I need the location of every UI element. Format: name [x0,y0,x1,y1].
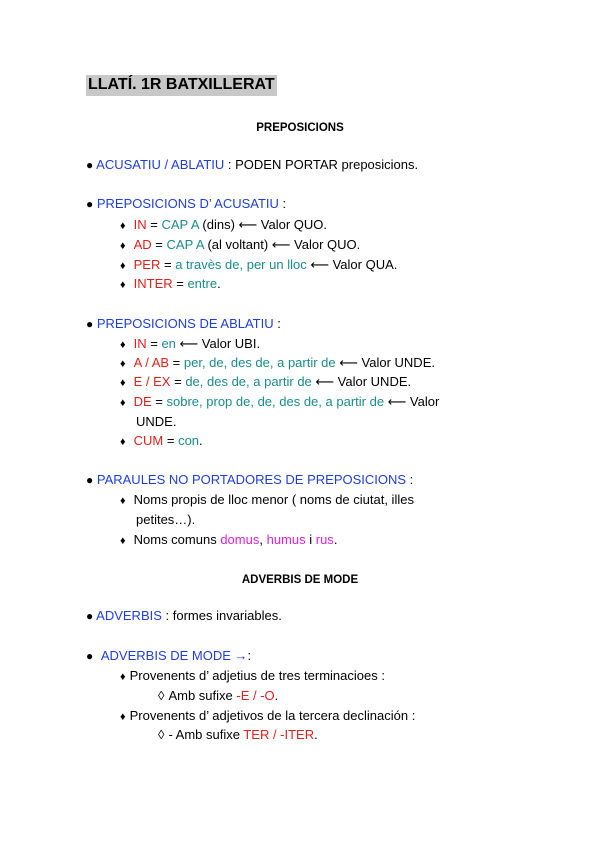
list-item [120,276,221,291]
text: Provenents d’ adjetivos de la tercera declinación : [129,708,416,723]
section-adverbis [86,608,282,623]
arrow-icon: ⟵ [310,257,329,272]
list-item [120,492,414,507]
list-item [120,217,327,233]
colon: : [273,316,281,331]
colon: : [247,648,252,663]
eq: = [160,257,176,272]
section-paraules [86,472,413,487]
list-item-continuation: UNDE. [136,414,177,429]
sep: i [305,532,316,547]
extra: (al voltant) [203,237,272,252]
eq: = [170,374,186,389]
colon: : [224,157,236,172]
bullet-icon: ● [86,609,94,623]
diamond-icon: ♦ [120,711,126,723]
eq: = [151,237,167,252]
bullet-icon: ● [86,317,94,331]
value: Valor [406,394,440,409]
arrow-icon: ⟵ [271,237,291,252]
text: Amb sufixe [168,688,237,703]
prep: A / AB [133,355,170,370]
term: PREPOSICIONS DE ABLATIU [96,316,274,331]
diamond-icon: ♦ [120,377,126,389]
value: Valor UBI. [198,336,261,351]
text: Noms comuns [133,532,221,547]
eq: = [151,394,167,409]
list-item [120,668,385,683]
prep: PER [133,257,161,272]
value: Valor QUO. [290,237,361,252]
diamond-icon: ♦ [120,339,126,351]
bullet-icon: ● [86,649,94,663]
meaning: en [161,336,176,351]
suffix: -E / -O [236,688,275,703]
term: ACUSATIU / ABLATIU [96,157,225,172]
meaning: con [178,433,200,448]
value: Valor UNDE. [334,374,412,389]
list-item [120,394,439,410]
page-title: LLATÍ. 1R BATXILLERAT [86,75,277,96]
term: ADVERBIS DE MODE → [100,648,248,663]
diamond-icon: ♦ [120,671,126,683]
diamond-icon: ♦ [120,495,126,507]
value: . [199,433,203,448]
diamond-icon: ♦ [120,240,126,252]
section-preposicions-ablatiu [86,316,281,331]
meaning: entre [187,276,218,291]
list-item [120,708,415,723]
heading-adverbis: ADVERBIS DE MODE [241,574,359,586]
colon: : [278,196,287,211]
diamond-icon: ♦ [120,358,126,370]
list-item-continuation: petites…). [136,512,196,527]
value: Valor QUO. [257,217,328,232]
end: . [314,727,318,742]
arrow-icon: ⟵ [339,355,358,370]
diamond-icon: ♦ [120,279,126,291]
section-preposicions-acusatiu [86,196,286,211]
eq: = [163,433,179,448]
section-acusatiu-ablatiu [86,157,418,172]
prep: INTER [133,276,173,291]
bullet-icon: ● [86,158,94,172]
word-domus: domus [220,532,260,547]
text: PODEN PORTAR preposicions. [235,157,419,172]
lozenge-icon: ◊ [158,727,165,742]
word-rus: rus [315,532,334,547]
eq: = [172,276,188,291]
end: . [333,532,338,547]
term: PREPOSICIONS D’ ACUSATIU [96,196,279,211]
list-item [120,336,260,352]
lozenge-icon: ◊ [158,688,165,703]
diamond-icon: ♦ [120,397,126,409]
meaning: CAP A [166,237,204,252]
prep: AD [133,237,152,252]
list-item [120,532,337,547]
prep: DE [133,394,152,409]
colon: : [406,472,414,487]
value: Valor QUA. [328,257,398,272]
eq: = [146,217,162,232]
term: PARAULES NO PORTADORES DE PREPOSICIONS [96,472,407,487]
arrow-icon: ⟵ [179,336,199,351]
diamond-icon: ♦ [120,535,126,547]
prep: CUM [133,433,164,448]
list-item [120,355,435,371]
word-humus: humus [266,532,306,547]
heading-preposicions: PREPOSICIONS [256,122,344,134]
list-item [120,237,360,253]
bullet-icon: ● [86,197,94,211]
eq: = [169,355,184,370]
prep: IN [133,336,147,351]
list-item [120,257,397,273]
meaning: sobre, prop de, de, des de, a partir de [166,394,385,409]
prep: IN [133,217,147,232]
arrow-icon: ⟵ [387,394,407,409]
meaning: de, des de, a partir de [185,374,312,389]
sub-item [158,727,318,742]
sep: , [259,532,267,547]
arrow-icon: ⟵ [315,374,335,389]
value: Valor UNDE. [357,355,435,370]
eq: = [146,336,162,351]
section-adverbis-de-mode [86,648,251,663]
end: . [274,688,279,703]
meaning: per, de, des de, a partir de [183,355,336,370]
suffix: TER / -ITER [243,727,315,742]
sub-item [158,688,278,703]
diamond-icon: ♦ [120,260,126,272]
meaning: CAP A [161,217,199,232]
arrow-icon: ⟵ [238,217,258,232]
list-item [120,433,203,448]
term: ADVERBIS [96,608,162,623]
extra: . [217,276,221,291]
text: - Amb sufixe [168,727,244,742]
list-item [120,374,411,390]
diamond-icon: ♦ [120,436,126,448]
diamond-icon: ♦ [120,220,126,232]
prep: E / EX [133,374,171,389]
bullet-icon: ● [86,473,94,487]
text: : formes invariables. [161,608,282,623]
extra: (dins) [198,217,239,232]
meaning: a travès de, per un lloc [175,257,307,272]
text: Noms propis de lloc menor ( noms de ciutat, illes [133,492,414,507]
text: Provenents d’ adjetius de tres terminacioes : [129,668,385,683]
